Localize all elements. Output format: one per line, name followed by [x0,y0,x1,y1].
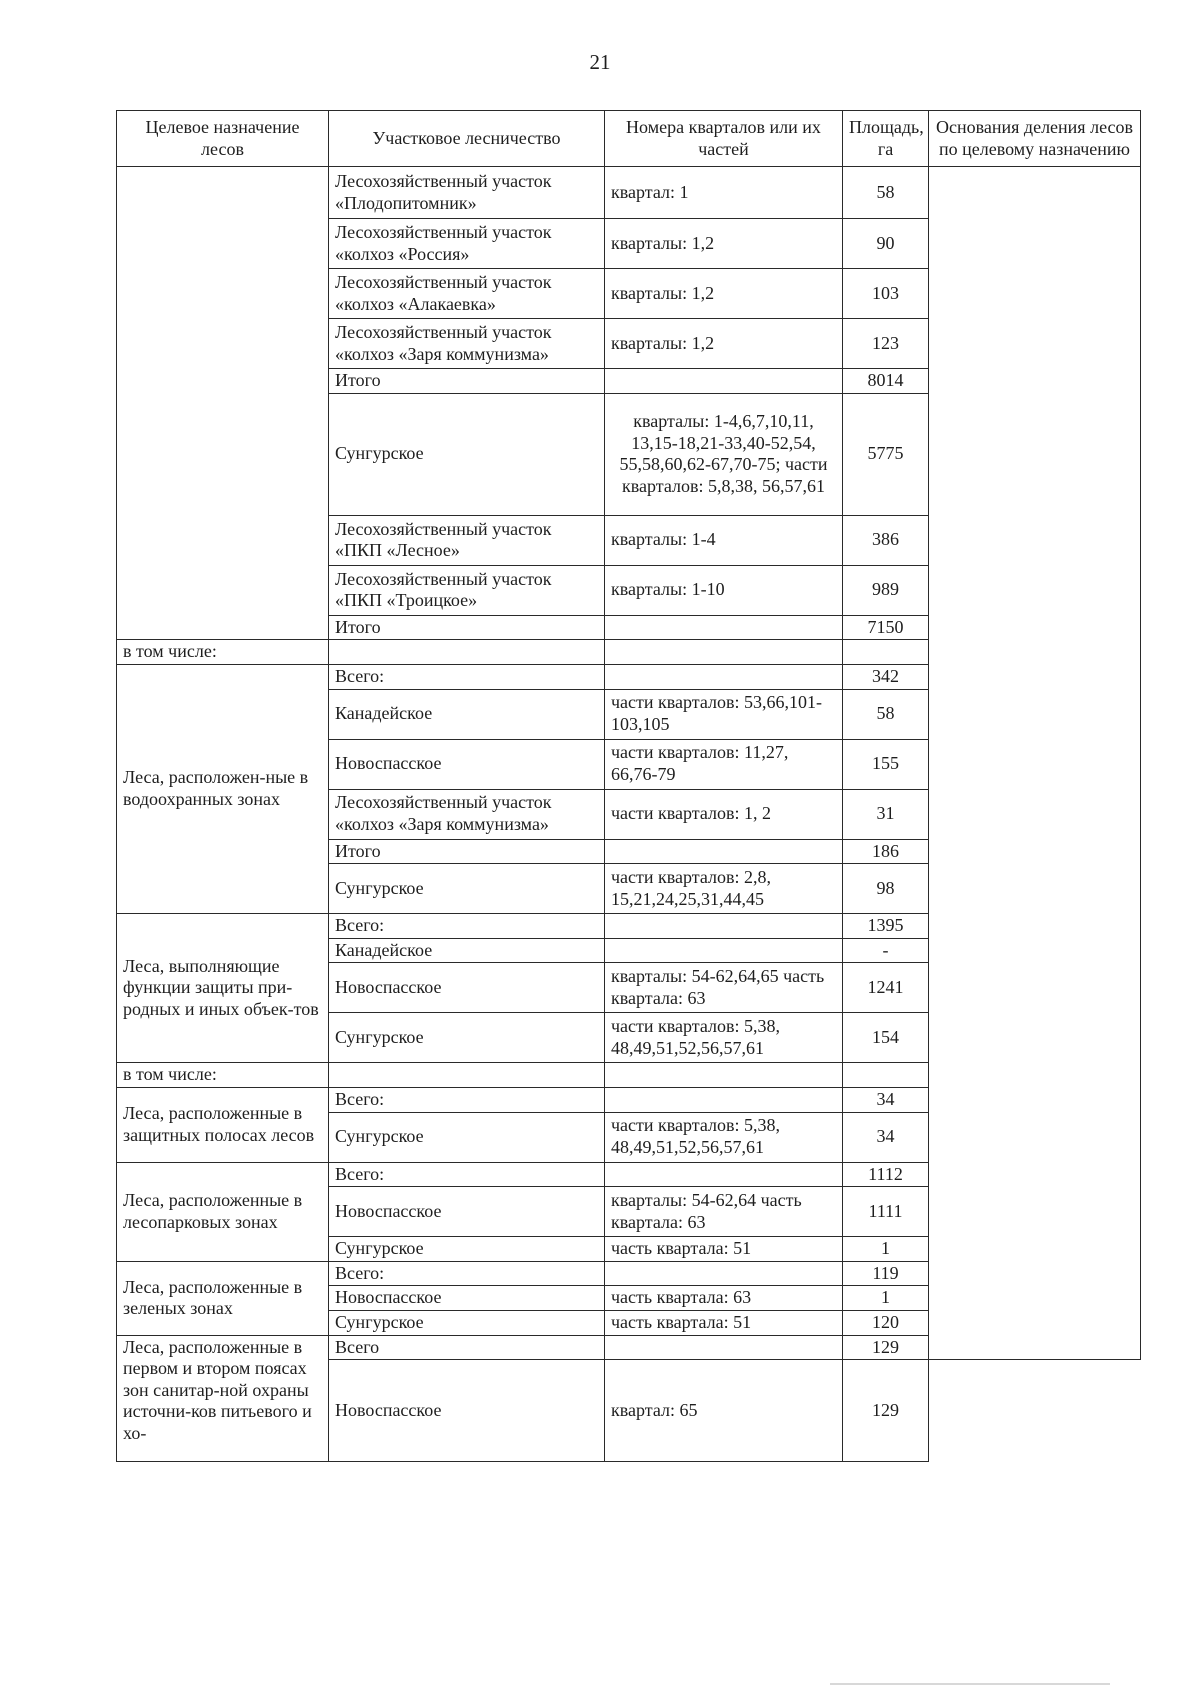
purpose-cell: в том числе: [117,640,329,665]
area-cell: 1 [843,1286,929,1311]
area-cell [843,1063,929,1088]
quarters-cell [605,914,843,939]
area-cell: 123 [843,319,929,369]
quarters-cell [605,839,843,864]
area-cell [843,640,929,665]
area-cell: 31 [843,789,929,839]
scan-edge-line [830,1683,1110,1685]
quarters-cell [605,938,843,963]
quarters-cell: кварталы: 1-10 [605,565,843,615]
page-number: 21 [589,50,611,74]
forestry-cell: Сунгурское [329,1237,605,1262]
total-label: Всего: [329,664,605,689]
quarters-cell: части кварталов: 2,8, 15,21,24,25,31,44,45 [605,864,843,914]
forestry-cell: Итого [329,369,605,394]
forestry-cell: Новоспасское [329,1286,605,1311]
quarters-cell: кварталы: 54-62,64,65 часть квартала: 63 [605,963,843,1013]
area-cell: 120 [843,1310,929,1335]
quarters-cell: части кварталов: 5,38, 48,49,51,52,56,57,61 [605,1013,843,1063]
forestry-cell: Новоспасское [329,963,605,1013]
forestry-cell: Канадейское [329,938,605,963]
quarters-cell: кварталы: 1,2 [605,319,843,369]
area-cell: 186 [843,839,929,864]
forestry-cell: Сунгурское [329,864,605,914]
area-cell: 1395 [843,914,929,939]
quarters-cell: часть квартала: 63 [605,1286,843,1311]
total-label: Всего: [329,1261,605,1286]
forestry-cell [329,640,605,665]
forestry-cell: Новоспасское [329,1187,605,1237]
total-label: Всего [329,1335,605,1360]
area-cell: 58 [843,167,929,219]
quarters-cell: части кварталов: 53,66,101-103,105 [605,689,843,739]
forestry-cell: Лесохозяйственный участок «колхоз «Заря коммунизма» [329,789,605,839]
area-cell: 7150 [843,615,929,640]
purpose-cell: Леса, выполняющие функции защиты при-родных и иных объек-тов [117,914,329,1063]
quarters-cell: части кварталов: 11,27, 66,76-79 [605,739,843,789]
total-label: Всего: [329,1162,605,1187]
total-label: Всего: [329,914,605,939]
header-basis: Основания деления лесов по целевому назначению [929,111,1141,167]
quarters-cell: квартал: 65 [605,1360,843,1462]
forestry-cell: Сунгурское [329,1310,605,1335]
quarters-cell: кварталы: 1-4 [605,515,843,565]
area-cell: 34 [843,1112,929,1162]
quarters-cell [605,1087,843,1112]
quarters-cell: часть квартала: 51 [605,1237,843,1262]
quarters-cell [605,1335,843,1360]
quarters-cell [605,369,843,394]
area-cell: 129 [843,1360,929,1462]
forestry-cell: Итого [329,615,605,640]
quarters-cell: кварталы: 1,2 [605,219,843,269]
quarters-cell: части кварталов: 5,38, 48,49,51,52,56,57,61 [605,1112,843,1162]
basis-cell [929,167,1141,1360]
forestry-cell: Лесохозяйственный участок «ПКП «Лесное» [329,515,605,565]
purpose-cell-empty [117,167,329,640]
quarters-cell: кварталы: 54-62,64 часть квартала: 63 [605,1187,843,1237]
area-cell: 8014 [843,369,929,394]
quarters-cell [605,640,843,665]
forestry-cell: Лесохозяйственный участок «Плодопитомник» [329,167,605,219]
quarters-cell [605,664,843,689]
area-cell: 5775 [843,393,929,515]
purpose-cell: Леса, расположенные в зеленых зонах [117,1261,329,1335]
header-quarters: Номера кварталов или их частей [605,111,843,167]
forestry-cell: Сунгурское [329,1013,605,1063]
forestry-cell: Итого [329,839,605,864]
quarters-cell [605,1162,843,1187]
forestry-cell: Канадейское [329,689,605,739]
area-cell: 154 [843,1013,929,1063]
area-cell: 1111 [843,1187,929,1237]
forestry-cell: Сунгурское [329,393,605,515]
forestry-cell: Лесохозяйственный участок «колхоз «Алакаевка» [329,269,605,319]
area-cell: 129 [843,1335,929,1360]
area-cell: 1112 [843,1162,929,1187]
forestry-cell: Лесохозяйственный участок «ПКП «Троицкое» [329,565,605,615]
header-forestry: Участковое лесничество [329,111,605,167]
area-cell: 1241 [843,963,929,1013]
quarters-cell [605,1063,843,1088]
purpose-cell: в том числе: [117,1063,329,1088]
total-label: Всего: [329,1087,605,1112]
forest-purpose-table [116,110,1141,1462]
area-cell: 34 [843,1087,929,1112]
area-cell: 1 [843,1237,929,1262]
table-header-row [117,111,1141,167]
quarters-cell [605,615,843,640]
purpose-cell: Леса, расположенные в защитных полосах лесов [117,1087,329,1162]
purpose-cell: Леса, расположенные в лесопарковых зонах [117,1162,329,1261]
forestry-cell: Новоспасское [329,739,605,789]
quarters-cell: кварталы: 1,2 [605,269,843,319]
header-area: Площадь, га [843,111,929,167]
quarters-cell: квартал: 1 [605,167,843,219]
area-cell: 119 [843,1261,929,1286]
area-cell: 989 [843,565,929,615]
quarters-cell: части кварталов: 1, 2 [605,789,843,839]
forestry-cell: Сунгурское [329,1112,605,1162]
quarters-cell: кварталы: 1-4,6,7,10,11, 13,15-18,21-33,40-52,54, 55,58,60,62-67,70-75; части кварталов: 5,8,38, 56,57,61 [605,393,843,515]
table-row [117,167,1141,219]
forestry-cell: Лесохозяйственный участок «колхоз «Заря коммунизма» [329,319,605,369]
area-cell: 103 [843,269,929,319]
quarters-cell [605,1261,843,1286]
area-cell: 98 [843,864,929,914]
area-cell: - [843,938,929,963]
forestry-cell: Новоспасское [329,1360,605,1462]
forestry-cell: Лесохозяйственный участок «колхоз «Россия» [329,219,605,269]
area-cell: 342 [843,664,929,689]
area-cell: 58 [843,689,929,739]
header-purpose: Целевое назначение лесов [117,111,329,167]
purpose-cell: Леса, расположен-ные в водоохранных зонах [117,664,329,913]
forestry-cell [329,1063,605,1088]
area-cell: 386 [843,515,929,565]
area-cell: 90 [843,219,929,269]
quarters-cell: часть квартала: 51 [605,1310,843,1335]
area-cell: 155 [843,739,929,789]
purpose-cell: Леса, расположенные в первом и втором поясах зон санитар-ной охраны источни-ков питьевого и хо- [117,1335,329,1462]
